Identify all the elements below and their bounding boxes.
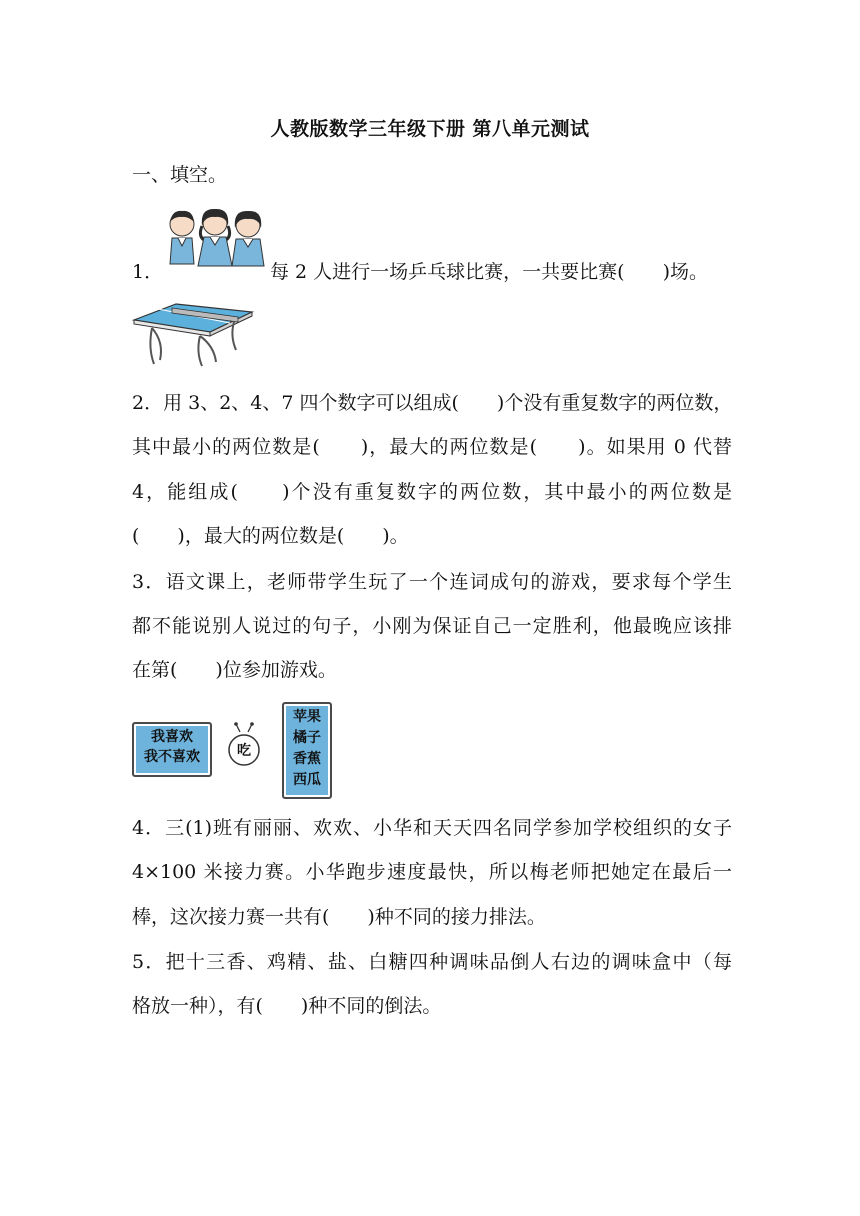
fruit-banana: 香蕉: [293, 751, 321, 767]
q3-line-1: 3．语文课上，老师带学生玩了一个连词成句的游戏，要求每个学生: [132, 571, 732, 593]
phrase-card-left: [132, 722, 212, 777]
q5-line-2: 格放一种），有( )种不同的倒法。: [132, 995, 442, 1017]
phrase-dislike: 我不喜欢: [144, 749, 200, 765]
q2-line-4: ( )，最大的两位数是( )。: [132, 525, 409, 547]
phrase-like: 我喜欢: [151, 729, 193, 745]
q4-line-1: 4．三(1)班有丽丽、欢欢、小华和天天四名同学参加学校组织的女子: [132, 817, 732, 839]
q3-line-3: 在第( )位参加游戏。: [132, 659, 337, 681]
section-heading: 一、填空。: [132, 164, 228, 186]
q2-line-1: 2．用 3、2、4、7 四个数字可以组成( )个没有重复数字的两位数，: [132, 392, 733, 414]
children-illustration: [160, 206, 270, 272]
q2-line-3: 4，能组成( )个没有重复数字的两位数，其中最小的两位数是: [132, 481, 732, 503]
q4-line-3: 棒，这次接力赛一共有( )种不同的接力排法。: [132, 906, 546, 928]
q4-line-2: 4×100 米接力赛。小华跑步速度最快，所以梅老师把她定在最后一: [132, 861, 732, 883]
q1-text: 每 2 人进行一场乒乓球比赛，一共要比赛( )场。: [270, 261, 708, 283]
fruit-card: [282, 702, 332, 799]
page-title: 人教版数学三年级下册 第八单元测试: [270, 118, 590, 140]
q5-line-1: 5．把十三香、鸡精、盐、白糖四种调味品倒人右边的调味盒中（每: [132, 951, 732, 973]
q3-line-2: 都不能说别人说过的句子，小刚为保证自己一定胜利，他最晚应该排: [132, 615, 732, 637]
ping-pong-table-illustration: [130, 298, 254, 370]
q1-number: 1．: [132, 261, 164, 283]
fruit-apple: 苹果: [293, 709, 321, 725]
fruit-orange: 橘子: [293, 730, 321, 746]
q2-line-2: 其中最小的两位数是( )，最大的两位数是( )。如果用 0 代替: [132, 436, 732, 458]
fruit-watermelon: 西瓜: [293, 772, 321, 788]
middle-word: 吃: [237, 743, 251, 759]
